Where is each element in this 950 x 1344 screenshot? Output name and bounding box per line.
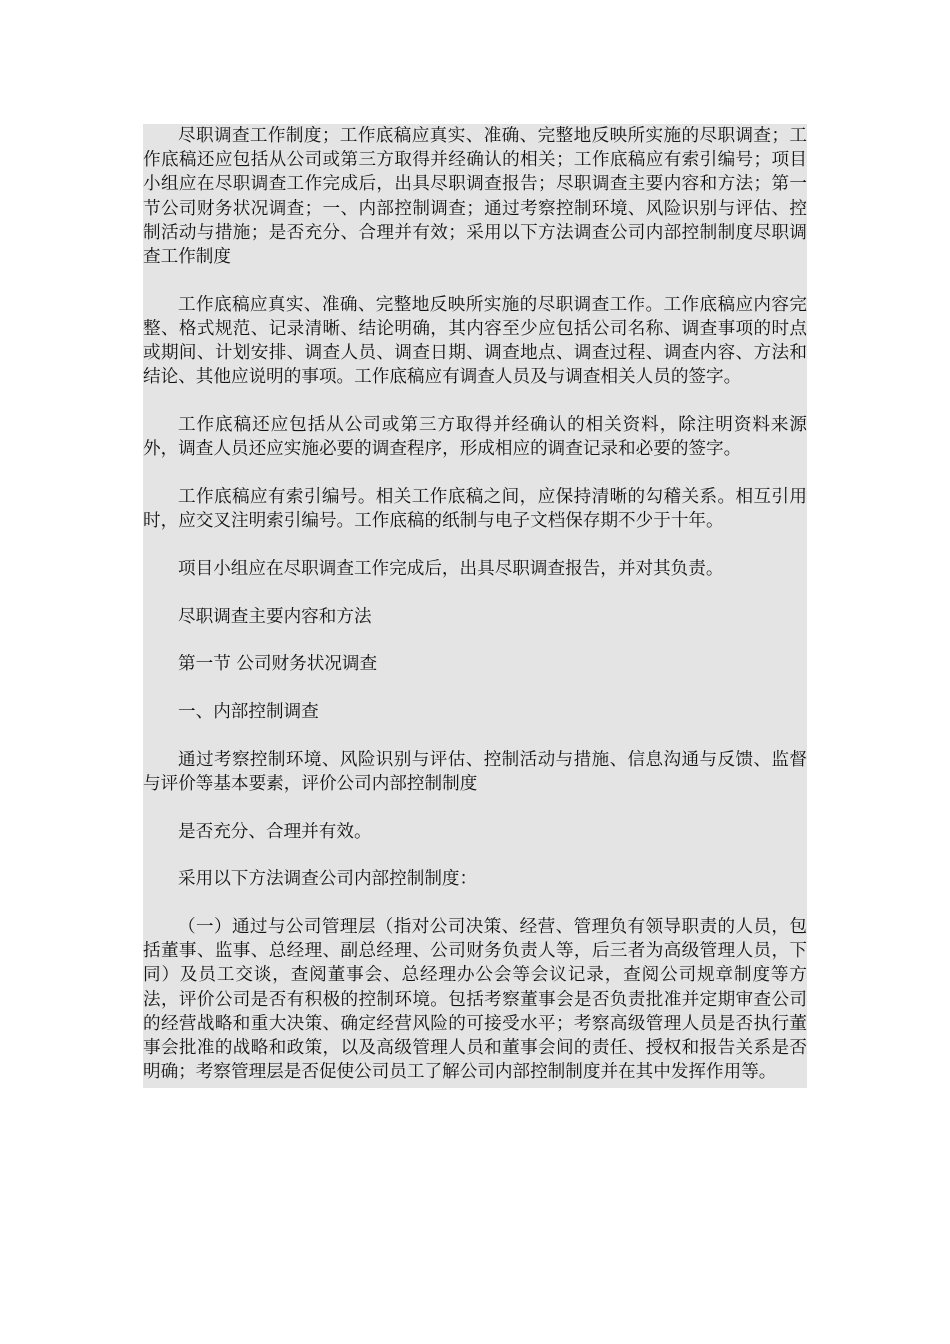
section-heading: 尽职调查主要内容和方法 <box>178 606 372 627</box>
methods-intro-paragraph: 采用以下方法调查公司内部控制制度： <box>178 869 478 890</box>
subsection-heading: 一、内部控制调查 <box>178 701 319 722</box>
control-elements-paragraph: 通过考察控制环境、风险识别与评估、控制活动与措施、信息沟通与反馈、监督与评价等基本要素，评价公司内部控制制度 <box>143 749 807 794</box>
report-paragraph: 项目小组应在尽职调查工作完成后，出具尽职调查报告，并对其负责。 <box>178 558 724 579</box>
summary-paragraph: 尽职调查工作制度；工作底稿应真实、准确、完整地反映所实施的尽职调查；工作底稿还应包括从公司或第三方取得并经确认的相关；工作底稿应有索引编号；项目小组应在尽职调查工作完成后，出具尽职调查报告；尽职调查主要内容和方法；第一节公司财务状况调查；一、内部控制调查；通过考察控制环境、风险识别与评估、控制活动与措施；是否充分、合理并有效；采用以下方法调查公司内部控制制度尽职调查工作制度 <box>143 126 807 268</box>
chapter-heading: 第一节 公司财务状况调查 <box>178 654 378 675</box>
index-number-paragraph: 工作底稿应有索引编号。相关工作底稿之间，应保持清晰的勾稽关系。相互引用时，应交叉注明索引编号。工作底稿的纸制与电子文档保存期不少于十年。 <box>143 486 807 532</box>
method-one-paragraph: （一）通过与公司管理层（指对公司决策、经营、管理负有领导职责的人员，包括董事、监事、总经理、副总经理、公司财务负责人等，后三者为高级管理人员，下同）及员工交谈，查阅董事会、总经理办公会等会议记录，查阅公司规章制度等方法，评价公司是否有积极的控制环境。包括考察董事会是否负责批准并定期审查公司的经营战略和重大决策、确定经营风险的可接受水平；考察高级管理人员是否执行董事会批准的战略和政策，以及高级管理人员和董事会间的责任、授权和报告关系是否明确；考察管理层是否促使公司员工了解公司内部控制制度并在其中发挥作用等。 <box>143 916 807 1083</box>
working-papers-paragraph: 工作底稿应真实、准确、完整地反映所实施的尽职调查工作。工作底稿应内容完整、格式规范、记录清晰、结论明确，其内容至少应包括公司名称、调查事项的时点或期间、计划安排、调查人员、调查日期、调查地点、调查过程、调查内容、方法和结论、其他应说明的事项。工作底稿应有调查人员及与调查相关人员的签字。 <box>143 294 807 388</box>
materials-paragraph: 工作底稿还应包括从公司或第三方取得并经确认的相关资料，除注明资料来源外，调查人员还应实施必要的调查程序，形成相应的调查记录和必要的签字。 <box>143 415 807 460</box>
document-body <box>143 124 807 1088</box>
effectiveness-paragraph: 是否充分、合理并有效。 <box>178 821 372 842</box>
